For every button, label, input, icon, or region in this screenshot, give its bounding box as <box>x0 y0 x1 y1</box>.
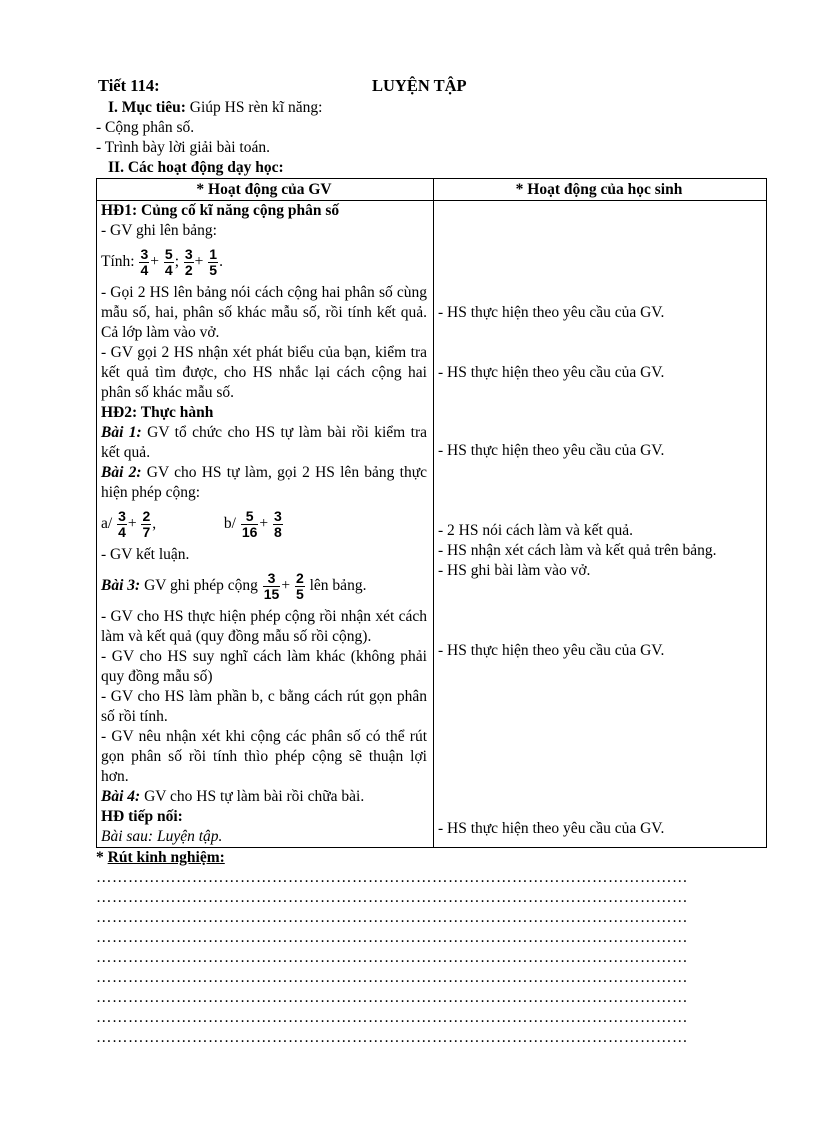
fraction: $\frac{3}{15}$ <box>263 569 280 602</box>
objectives-heading: I. Mục tiêu: <box>108 99 186 116</box>
fraction: $\frac{3}{4}$ <box>140 245 149 278</box>
bai4: Bài 4: GV cho HS tự làm bài rồi chữa bài. <box>101 788 365 805</box>
notes-heading: * Rút kinh nghiệm: <box>96 849 225 866</box>
fraction: $\frac{5}{16}$ <box>241 507 258 540</box>
student-response: - HS thực hiện theo yêu cầu của GV. <box>438 304 665 321</box>
objectives-line <box>96 98 776 118</box>
student-response: - HS thực hiện theo yêu cầu của GV. <box>438 642 665 659</box>
dot-line: ………………………………………………………………………………………………… <box>96 1009 688 1026</box>
fraction: $\frac{5}{4}$ <box>164 245 173 278</box>
student-response: - 2 HS nói cách làm và kết quả. <box>438 522 633 539</box>
conclude: - GV kết luận. <box>101 546 190 563</box>
objective-item: - Trình bày lời giải bài toán. <box>96 139 270 156</box>
student-column-header: * Hoạt động của học sinh <box>434 179 767 201</box>
student-response: - HS ghi bài làm vào vở. <box>438 562 591 579</box>
objectives-intro: Giúp HS rèn kĩ năng: <box>185 99 323 116</box>
dot-line: ………………………………………………………………………………………………… <box>96 1029 688 1046</box>
hd1-review: - GV gọi 2 HS nhận xét phát biểu của bạn, kiểm tra kết quả tìm được, cho HS nhắc lại cách cộng hai phân số khác mẫu số. <box>101 344 427 401</box>
title-row <box>96 76 776 98</box>
bai2-math: a/ $\frac{3}{4}$ + $\frac{2}{7}$ , b/ $\frac{5}{16}$ + $\frac{3}{8}$ <box>101 507 282 540</box>
dot-line: ………………………………………………………………………………………………… <box>96 949 688 966</box>
dot-line: ………………………………………………………………………………………………… <box>96 869 688 886</box>
bai3-p3: - GV cho HS làm phần b, c bằng cách rút gọn phân số rồi tính. <box>101 688 427 725</box>
dot-line: ………………………………………………………………………………………………… <box>96 989 688 1006</box>
bai3-p2: - GV cho HS suy nghĩ cách làm khác (không phải quy đồng mẫu số) <box>101 648 427 685</box>
page-title: LUYỆN TẬP <box>372 76 467 95</box>
bai2: Bài 2: GV cho HS tự làm, gọi 2 HS lên bảng thực hiện phép cộng: <box>101 464 427 501</box>
next-title: HĐ tiếp nối: <box>101 808 183 825</box>
bai3-p4: - GV nêu nhận xét khi cộng các phân số có thể rút gọn phân số rồi tính thìo phép cộng sẽ thuận lợi hơn. <box>101 728 427 785</box>
student-response: - HS thực hiện theo yêu cầu của GV. <box>438 442 665 459</box>
objective-item: - Cộng phân số. <box>96 119 195 136</box>
student-response: - HS thực hiện theo yêu cầu của GV. <box>438 820 665 837</box>
dot-line: ………………………………………………………………………………………………… <box>96 929 688 946</box>
next-text: Bài sau: Luyện tập. <box>101 828 223 845</box>
fraction: $\frac{3}{8}$ <box>274 507 282 540</box>
hd2-title: HĐ2: Thực hành <box>101 404 214 421</box>
lesson-number: Tiết 114: <box>98 76 160 95</box>
dot-line: ………………………………………………………………………………………………… <box>96 969 688 986</box>
table-header-row <box>97 179 767 201</box>
bai3-line: Bài 3: GV ghi phép cộng $\frac{3}{15}$ + $\frac{2}{5}$ lên bảng. <box>101 569 367 602</box>
hd1-call: - Gọi 2 HS lên bảng nói cách cộng hai phân số cùng mẫu số, hai, phân số khác mẫu số, rồi tính kết quả. Cả lớp làm vào vở. <box>101 284 427 341</box>
hd1-title: HĐ1: Củng cố kĩ năng cộng phân số <box>101 202 340 219</box>
dot-line: ………………………………………………………………………………………………… <box>96 889 688 906</box>
dot-line: ………………………………………………………………………………………………… <box>96 909 688 926</box>
fraction: $\frac{1}{5}$ <box>209 245 218 278</box>
fraction: $\frac{3}{2}$ <box>184 245 193 278</box>
student-activities <box>434 201 767 848</box>
hd1-math: Tính: $\frac{3}{4}$ + $\frac{5}{4}$ ; $\frac{3}{2}$ + $\frac{1}{5}$ . <box>101 245 223 278</box>
fraction: $\frac{2}{7}$ <box>142 507 151 540</box>
activities-heading: II. Các hoạt động dạy học: <box>108 159 284 176</box>
bai3-p1: - GV cho HS thực hiện phép cộng rồi nhận xét cách làm và kết quả (quy đồng mẫu số rồi cộng). <box>101 608 427 645</box>
hd1-board: - GV ghi lên bảng: <box>101 222 217 239</box>
teacher-activities <box>97 201 434 848</box>
teacher-column-header: * Hoạt động của GV <box>97 179 434 201</box>
student-response: - HS thực hiện theo yêu cầu của GV. <box>438 364 665 381</box>
student-response: - HS nhận xét cách làm và kết quả trên bảng. <box>438 542 717 559</box>
table-body-row <box>97 201 767 848</box>
activities-table <box>96 178 767 848</box>
fraction: $\frac{2}{5}$ <box>295 569 304 602</box>
fraction: $\frac{3}{4}$ <box>118 507 126 540</box>
bai1: Bài 1: GV tổ chức cho HS tự làm bài rồi kiểm tra kết quả. <box>101 424 428 461</box>
lesson-plan-page <box>96 76 776 1048</box>
